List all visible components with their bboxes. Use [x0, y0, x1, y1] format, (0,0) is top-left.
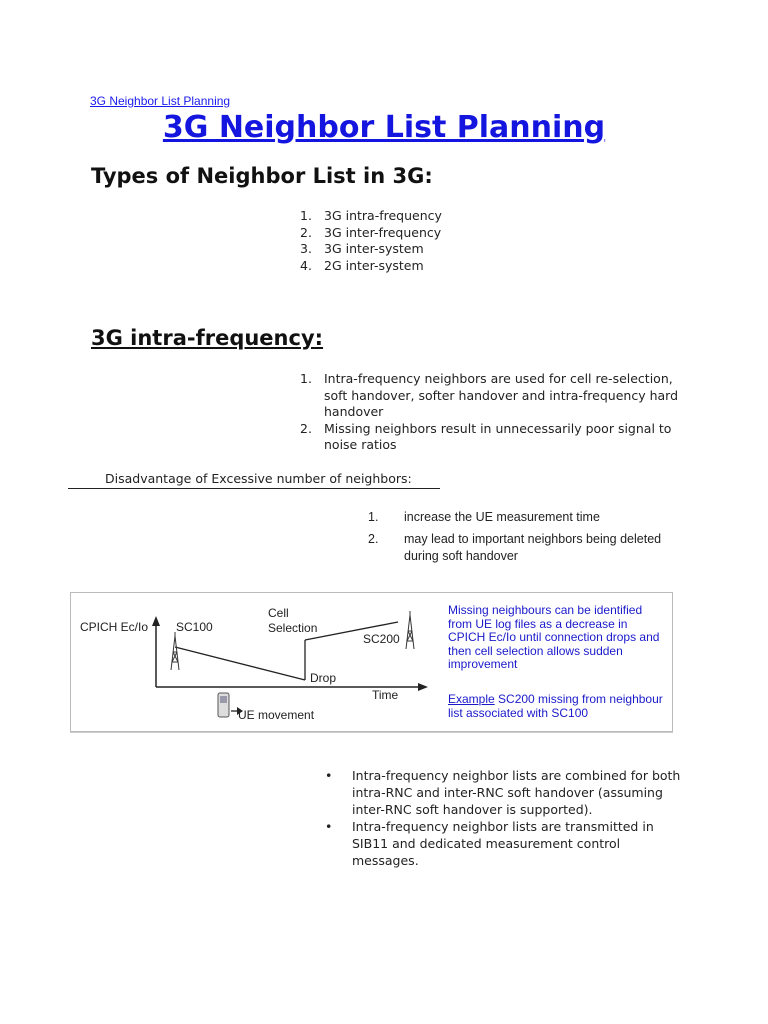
sc100-label: SC100 [176, 620, 213, 634]
list-item: 2. 3G inter-frequency [300, 224, 442, 240]
drop-label: Drop [310, 671, 337, 685]
list-item: 1. Intra-frequency neighbors are used for cell re-selection, soft handover, softer handover and intra-frequency hard handover [300, 371, 679, 419]
list-item: 3. 3G inter-system [300, 241, 424, 256]
list-item: 2. Missing neighbors result in unnecessarily poor signal to noise ratios [300, 420, 672, 452]
intra-frequency-heading: 3G intra-frequency: [91, 326, 324, 350]
list-item: • Intra-frequency neighbor lists are transmitted in SIB11 and dedicated measurement control messages. [325, 819, 654, 868]
disadvantage-heading: Disadvantage of Excessive number of neighbors: [68, 471, 440, 489]
list-item: 4. 2G inter-system [300, 257, 424, 273]
list-item: 1. increase the UE measurement time [368, 510, 600, 524]
example-word: Example [448, 692, 495, 706]
intra-frequency-list [300, 371, 680, 454]
list-item: 1. 3G intra-frequency [300, 208, 442, 223]
types-list [300, 208, 700, 274]
bullet-list [325, 767, 685, 869]
types-heading: Types of Neighbor List in 3G: [91, 164, 433, 188]
page-title[interactable]: 3G Neighbor List Planning [162, 110, 606, 145]
sc200-label: SC200 [363, 632, 400, 646]
list-item: • Intra-frequency neighbor lists are combined for both intra-RNC and inter-RNC soft handover (assuming inter-RNC soft handover is supported). [325, 768, 681, 817]
figure-example [448, 693, 668, 720]
cpich-label: CPICH Ec/Io [80, 620, 149, 634]
ue-movement-label: UE movement [238, 708, 315, 722]
disadvantage-list [368, 509, 698, 565]
time-label: Time [372, 688, 399, 702]
example-text: SC200 missing from neighbour list associated with SC100 [448, 692, 663, 720]
neighbor-diagram [70, 592, 673, 733]
list-item: 2. may lead to important neighbors being deleted during soft handover [368, 532, 662, 563]
cell-selection-label: Cell Selection [268, 606, 318, 635]
top-link[interactable]: 3G Neighbor List Planning [90, 94, 231, 108]
phone-icon [218, 693, 229, 717]
figure-note: Missing neighbours can be identified from UE log files as a decrease in CPICH Ec/Io until connection drops and then cell selection allows sudden improvement [448, 603, 660, 671]
